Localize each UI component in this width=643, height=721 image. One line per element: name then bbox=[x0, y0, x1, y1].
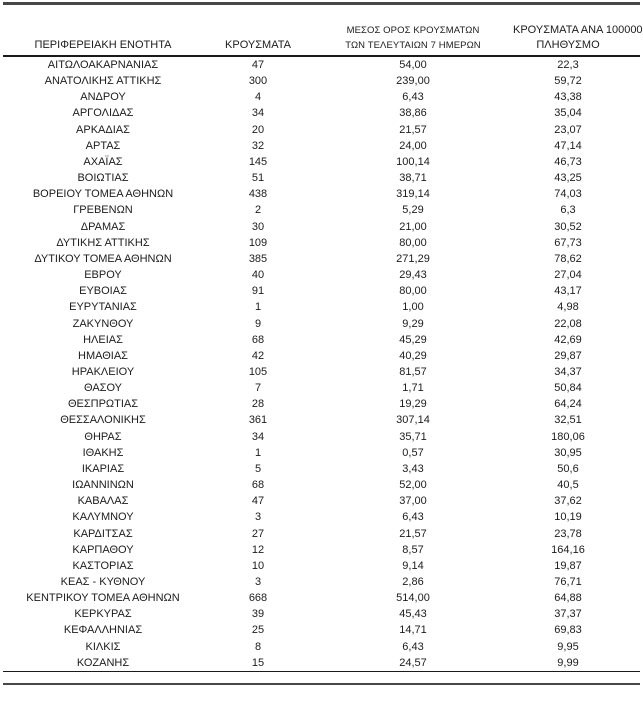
avg-7day-cell: 81,57 bbox=[399, 365, 427, 378]
table-row bbox=[3, 639, 640, 655]
cases-cell: 8 bbox=[254, 640, 262, 653]
avg-7day-cell: 14,71 bbox=[399, 624, 427, 637]
region-name-cell: ΚΕΑΣ - ΚΥΘΝΟΥ bbox=[60, 576, 146, 588]
region-name-cell: ΘΕΣΠΡΩΤΙΑΣ bbox=[67, 398, 139, 411]
per-100k-cell: 6,3 bbox=[560, 204, 576, 217]
cases-cell: 47 bbox=[251, 495, 265, 508]
avg-7day-cell: 52,00 bbox=[399, 479, 427, 492]
col-header-cases-per-100k-line1: ΚΡΟΥΣΜΑΤΑ ΑΝΑ 100000 bbox=[513, 24, 643, 36]
table-row bbox=[3, 542, 640, 558]
region-name-cell: ΑΡΓΟΛΙΔΑΣ bbox=[72, 107, 134, 120]
table-header bbox=[3, 23, 643, 56]
avg-7day-cell: 6,43 bbox=[402, 91, 424, 104]
per-100k-cell: 23,07 bbox=[554, 123, 582, 136]
per-100k-cell: 69,83 bbox=[554, 624, 582, 637]
region-name-cell: ΙΘΑΚΗΣ bbox=[82, 446, 124, 459]
cases-cell: 1 bbox=[254, 446, 262, 459]
avg-7day-cell: 35,71 bbox=[399, 430, 427, 443]
cases-cell: 9 bbox=[254, 317, 262, 330]
region-name-cell: ΚΕΝΤΡΙΚΟΥ ΤΟΜΕΑ ΑΘΗΝΩΝ bbox=[26, 592, 180, 605]
cases-cell: 34 bbox=[251, 107, 265, 120]
per-100k-cell: 64,24 bbox=[554, 398, 582, 411]
region-name-cell: ΙΚΑΡΙΑΣ bbox=[81, 462, 125, 475]
avg-7day-cell: 21,57 bbox=[399, 527, 427, 540]
per-100k-cell: 74,03 bbox=[554, 188, 582, 201]
col-header-7day-average-line1: ΜΕΣΟΣ ΟΡΟΣ ΚΡΟΥΣΜΑΤΩΝ bbox=[346, 25, 480, 36]
cases-cell: 27 bbox=[251, 527, 265, 540]
avg-7day-cell: 21,57 bbox=[399, 123, 427, 136]
per-100k-cell: 9,99 bbox=[513, 655, 640, 672]
col-header-cases-per-100k bbox=[513, 23, 643, 56]
region-name-cell: ΗΜΑΘΙΑΣ bbox=[78, 349, 128, 362]
per-100k-cell: 37,62 bbox=[554, 495, 582, 508]
region-name-cell: ΚΑΣΤΟΡΙΑΣ bbox=[72, 559, 134, 572]
per-100k-cell: 23,78 bbox=[554, 527, 582, 540]
avg-7day-cell: 80,00 bbox=[399, 285, 427, 298]
table-row bbox=[3, 348, 640, 364]
region-name-cell: ΑΙΤΩΛΟΑΚΑΡΝΑΝΙΑΣ bbox=[47, 59, 159, 71]
region-name-cell: ΕΥΒΟΙΑΣ bbox=[79, 285, 127, 298]
table-row bbox=[3, 429, 640, 445]
region-name-cell: ΘΕΣΣΑΛΟΝΙΚΗΣ bbox=[60, 414, 146, 427]
cases-cell: 3 bbox=[254, 511, 262, 524]
avg-7day-cell: 6,43 bbox=[402, 640, 424, 653]
per-100k-cell: 46,73 bbox=[554, 155, 582, 168]
region-name-cell: ΘΗΡΑΣ bbox=[84, 430, 122, 443]
per-100k-cell: 78,62 bbox=[554, 252, 582, 265]
region-name-cell: ΑΡΤΑΣ bbox=[85, 139, 121, 152]
table-row bbox=[3, 590, 640, 606]
avg-7day-cell: 21,00 bbox=[399, 220, 427, 233]
avg-7day-cell: 29,43 bbox=[399, 269, 427, 282]
avg-7day-cell: 9,14 bbox=[402, 559, 424, 572]
region-name-cell: ΚΙΛΚΙΣ bbox=[85, 640, 121, 653]
cases-cell: 20 bbox=[251, 123, 265, 136]
region-name-cell: ΓΡΕΒΕΝΩΝ bbox=[73, 204, 133, 217]
table-row bbox=[3, 138, 640, 154]
per-100k-cell: 10,19 bbox=[554, 511, 582, 524]
cases-cell: 385 bbox=[248, 252, 268, 265]
table-row bbox=[3, 56, 640, 73]
per-100k-cell: 40,5 bbox=[557, 479, 579, 492]
table-row bbox=[3, 89, 640, 105]
avg-7day-cell: 514,00 bbox=[396, 592, 430, 605]
avg-7day-cell: 3,43 bbox=[402, 462, 424, 475]
regional-cases-table bbox=[3, 23, 643, 672]
per-100k-cell: 35,04 bbox=[554, 107, 582, 120]
avg-7day-cell: 45,43 bbox=[399, 608, 427, 621]
table-row bbox=[3, 493, 640, 509]
per-100k-cell: 27,04 bbox=[554, 269, 582, 282]
per-100k-cell: 43,17 bbox=[554, 285, 582, 298]
table-row bbox=[3, 73, 640, 89]
avg-7day-cell: 0,57 bbox=[402, 446, 424, 459]
bottom-thick-rule bbox=[3, 683, 640, 686]
cases-cell: 34 bbox=[251, 430, 265, 443]
per-100k-cell: 22,08 bbox=[554, 317, 582, 330]
cases-cell: 68 bbox=[251, 479, 265, 492]
avg-7day-cell: 45,29 bbox=[399, 333, 427, 346]
avg-7day-cell: 37,00 bbox=[399, 495, 427, 508]
avg-7day-cell: 1,71 bbox=[402, 382, 424, 395]
table-row bbox=[3, 267, 640, 283]
cases-cell: 4 bbox=[254, 91, 262, 104]
table-row bbox=[3, 461, 640, 477]
cases-cell: 145 bbox=[248, 155, 268, 168]
cases-cell: 25 bbox=[251, 624, 265, 637]
cases-cell: 438 bbox=[248, 188, 268, 201]
region-name-cell: ΒΟΡΕΙΟΥ ΤΟΜΕΑ ΑΘΗΝΩΝ bbox=[32, 188, 174, 201]
table-row bbox=[3, 170, 640, 186]
table-row bbox=[3, 445, 640, 461]
region-name-cell: ΕΥΡΥΤΑΝΙΑΣ bbox=[69, 301, 137, 314]
table-row bbox=[3, 202, 640, 218]
table-row bbox=[3, 380, 640, 396]
cases-cell: 91 bbox=[251, 285, 265, 298]
cases-cell: 3 bbox=[254, 576, 262, 588]
avg-7day-cell: 1,00 bbox=[402, 301, 424, 314]
avg-7day-cell: 307,14 bbox=[396, 414, 430, 427]
table-row bbox=[3, 186, 640, 202]
table-row bbox=[3, 316, 640, 332]
table-row bbox=[3, 574, 640, 590]
cases-cell: 668 bbox=[248, 592, 268, 605]
cases-cell: 12 bbox=[251, 543, 265, 556]
table-row bbox=[3, 396, 640, 412]
per-100k-cell: 42,69 bbox=[554, 333, 582, 346]
avg-7day-cell: 80,00 bbox=[399, 236, 427, 249]
table-body bbox=[3, 56, 640, 671]
per-100k-cell: 30,52 bbox=[554, 220, 582, 233]
region-name-cell: ΘΑΣΟΥ bbox=[83, 382, 123, 395]
cases-cell: 39 bbox=[251, 608, 265, 621]
region-name-cell: ΚΕΦΑΛΛΗΝΙΑΣ bbox=[63, 624, 143, 637]
cases-cell: 1 bbox=[254, 301, 262, 314]
region-name-cell: ΔΥΤΙΚΗΣ ΑΤΤΙΚΗΣ bbox=[56, 236, 150, 249]
per-100k-cell: 50,6 bbox=[557, 462, 579, 475]
region-name-cell: ΑΡΚΑΔΙΑΣ bbox=[76, 123, 130, 136]
per-100k-cell: 180,06 bbox=[551, 430, 585, 443]
region-name-cell: ΙΩΑΝΝΙΝΩΝ bbox=[72, 479, 134, 492]
avg-7day-cell: 54,00 bbox=[399, 59, 427, 71]
region-name-cell: ΑΧΑΪΑΣ bbox=[83, 155, 123, 168]
table-row bbox=[3, 251, 640, 267]
region-name-cell: ΔΡΑΜΑΣ bbox=[80, 220, 126, 233]
per-100k-cell: 43,38 bbox=[554, 91, 582, 104]
col-header-7day-average bbox=[313, 23, 513, 56]
avg-7day-cell: 38,71 bbox=[399, 172, 427, 185]
region-name-cell: ΚΑΒΑΛΑΣ bbox=[77, 495, 129, 508]
table-row bbox=[3, 332, 640, 348]
per-100k-cell: 4,98 bbox=[557, 301, 579, 314]
region-name-cell: ΔΥΤΙΚΟΥ ΤΟΜΕΑ ΑΘΗΝΩΝ bbox=[34, 252, 172, 265]
per-100k-cell: 19,87 bbox=[554, 559, 582, 572]
region-name-cell: ΒΟΙΩΤΙΑΣ bbox=[77, 172, 129, 185]
avg-7day-cell: 6,43 bbox=[402, 511, 424, 524]
cases-cell: 42 bbox=[251, 349, 265, 362]
per-100k-cell: 76,71 bbox=[554, 576, 582, 588]
table-row bbox=[3, 655, 640, 672]
cases-cell: 361 bbox=[248, 414, 268, 427]
cases-cell: 300 bbox=[248, 75, 268, 88]
table-row bbox=[3, 412, 640, 428]
table-row bbox=[3, 526, 640, 542]
avg-7day-cell: 239,00 bbox=[396, 75, 430, 88]
per-100k-cell: 59,72 bbox=[554, 75, 582, 88]
table-row bbox=[3, 509, 640, 525]
region-name-cell: ΚΕΡΚΥΡΑΣ bbox=[74, 608, 132, 621]
region-name-cell: ΚΑΡΔΙΤΣΑΣ bbox=[73, 527, 133, 540]
avg-7day-cell: 100,14 bbox=[396, 155, 430, 168]
table-row bbox=[3, 622, 640, 638]
region-name-cell: ΕΒΡΟΥ bbox=[84, 269, 122, 282]
table-row bbox=[3, 122, 640, 138]
cases-cell: 10 bbox=[251, 559, 265, 572]
cases-cell: 109 bbox=[248, 236, 268, 249]
cases-cell: 47 bbox=[251, 59, 265, 71]
region-name-cell: ΑΝΔΡΟΥ bbox=[80, 91, 126, 104]
cases-cell: 7 bbox=[254, 382, 262, 395]
table-row bbox=[3, 299, 640, 315]
table-row bbox=[3, 105, 640, 121]
per-100k-cell: 43,25 bbox=[554, 172, 582, 185]
col-header-cases-per-100k-line2: ΠΛΗΘΥΣΜΟ bbox=[536, 39, 600, 51]
avg-7day-cell: 2,86 bbox=[402, 576, 424, 588]
table-row bbox=[3, 364, 640, 380]
region-name-cell: ΑΝΑΤΟΛΙΚΗΣ ΑΤΤΙΚΗΣ bbox=[44, 75, 162, 88]
cases-cell: 51 bbox=[251, 172, 265, 185]
cases-cell: 40 bbox=[251, 269, 265, 282]
per-100k-cell: 164,16 bbox=[551, 543, 585, 556]
region-name-cell: ΗΡΑΚΛΕΙΟΥ bbox=[71, 365, 135, 378]
per-100k-cell: 22,3 bbox=[557, 59, 579, 71]
per-100k-cell: 29,87 bbox=[554, 349, 582, 362]
per-100k-cell: 47,14 bbox=[554, 139, 582, 152]
col-header-regional-unit: ΠΕΡΙΦΕΡΕΙΑΚΗ ΕΝΟΤΗΤΑ bbox=[3, 23, 203, 56]
table-row bbox=[3, 606, 640, 622]
per-100k-cell: 37,37 bbox=[554, 608, 582, 621]
avg-7day-cell: 24,00 bbox=[399, 139, 427, 152]
per-100k-cell: 30,95 bbox=[554, 446, 582, 459]
cases-cell: 2 bbox=[254, 204, 262, 217]
avg-7day-cell: 8,57 bbox=[402, 543, 424, 556]
top-thick-rule bbox=[3, 2, 640, 5]
region-name-cell: ΚΑΛΥΜΝΟΥ bbox=[72, 511, 134, 524]
header-row bbox=[3, 23, 640, 56]
avg-7day-cell: 9,29 bbox=[402, 317, 424, 330]
col-header-7day-average-line2: ΤΩΝ ΤΕΛΕΥΤΑΙΩΝ 7 ΗΜΕΡΩΝ bbox=[345, 40, 481, 51]
table-row bbox=[3, 558, 640, 574]
avg-7day-cell: 5,29 bbox=[402, 204, 424, 217]
per-100k-cell: 67,73 bbox=[554, 236, 582, 249]
col-header-cases: ΚΡΟΥΣΜΑΤΑ bbox=[203, 23, 313, 56]
table-row bbox=[3, 219, 640, 235]
avg-7day-cell: 319,14 bbox=[396, 188, 430, 201]
cases-cell: 5 bbox=[254, 462, 262, 475]
per-100k-cell: 32,51 bbox=[554, 414, 582, 427]
avg-7day-cell: 19,29 bbox=[399, 398, 427, 411]
avg-7day-cell: 40,29 bbox=[399, 349, 427, 362]
table-row bbox=[3, 235, 640, 251]
cases-cell: 15 bbox=[203, 655, 313, 672]
region-name-cell: ΖΑΚΥΝΘΟΥ bbox=[72, 317, 134, 330]
cases-cell: 68 bbox=[251, 333, 265, 346]
avg-7day-cell: 38,86 bbox=[399, 107, 427, 120]
cases-cell: 32 bbox=[251, 139, 265, 152]
per-100k-cell: 9,95 bbox=[557, 640, 579, 653]
per-100k-cell: 64,88 bbox=[554, 592, 582, 605]
region-name-cell: ΚΟΖΑΝΗΣ bbox=[3, 655, 203, 672]
avg-7day-cell: 24,57 bbox=[313, 655, 513, 672]
region-name-cell: ΚΑΡΠΑΘΟΥ bbox=[72, 543, 134, 556]
cases-cell: 105 bbox=[248, 365, 268, 378]
per-100k-cell: 50,84 bbox=[554, 382, 582, 395]
table-row bbox=[3, 477, 640, 493]
cases-cell: 28 bbox=[251, 398, 265, 411]
table-row bbox=[3, 283, 640, 299]
region-name-cell: ΗΛΕΙΑΣ bbox=[83, 333, 123, 346]
table-row bbox=[3, 154, 640, 170]
cases-cell: 30 bbox=[251, 220, 265, 233]
per-100k-cell: 34,37 bbox=[554, 365, 582, 378]
avg-7day-cell: 271,29 bbox=[396, 252, 430, 265]
